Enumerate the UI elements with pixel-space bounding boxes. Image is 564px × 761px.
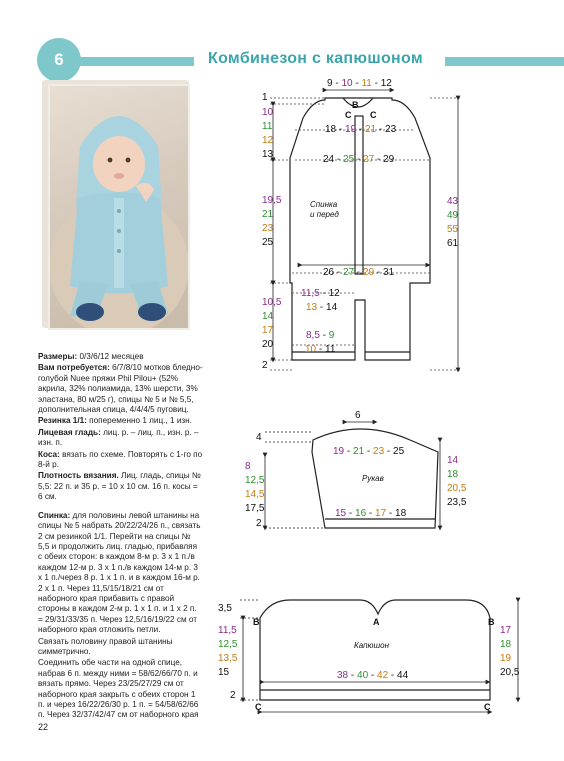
braid-value: вязать по схеме. Повторять с 1-го по 8-й р. bbox=[38, 449, 203, 470]
braid-label: Коса: bbox=[38, 449, 60, 459]
hood-top-label: 3,5 bbox=[218, 603, 232, 614]
body-outline bbox=[290, 98, 430, 360]
chest-label: 18 - 19 - 21 - 23 bbox=[325, 124, 397, 135]
sleeve-4-label: 4 bbox=[256, 432, 262, 443]
label-2-body: 2 bbox=[262, 360, 268, 371]
label-c-hood-right: C bbox=[484, 702, 491, 712]
hood-bottom-label: 38 - 40 - 42 - 44 bbox=[337, 670, 409, 681]
hood-2-label: 2 bbox=[230, 690, 236, 701]
waist-label: 24 - 25 - 27 - 29 bbox=[323, 154, 395, 165]
top-width-label: 9 - 10 - 11 - 12 bbox=[327, 78, 392, 89]
section-number-badge: 6 bbox=[37, 38, 81, 82]
label-b-hood-right: B bbox=[488, 617, 495, 627]
leg-low2-label: 10 - 11 bbox=[305, 344, 336, 355]
leg-top-label: 11,5 - 12 bbox=[301, 288, 340, 299]
gauge-label: Плотность вязания. bbox=[38, 471, 119, 481]
leg-low-label: 8,5 - 9 bbox=[306, 330, 335, 341]
left-mid-label: 19,5 21 23 25 bbox=[262, 195, 282, 248]
materials-value: 6/7/8/10 мотков бледно-голубой Nuee пряжи Phil Pilou+ (52% акрила, 32% полиамида, 13% шерсти, 3% эластана, 80 м/25 г), спицы № 5 и № 5,5, дополнительная спица, 4/4/4/5 пуговиц. bbox=[38, 363, 203, 415]
back-label: Спинка: bbox=[38, 510, 71, 520]
hip-label: 26 - 27 - 29 - 31 bbox=[323, 267, 395, 278]
sleeve-left-label: 8 12,5 14,5 17,5 bbox=[245, 461, 265, 514]
left-upper-label: 10 11 12 13 bbox=[262, 107, 274, 160]
sleeve-top-label: 6 bbox=[355, 410, 361, 421]
body-piece-name: Спинка и перед bbox=[310, 200, 339, 219]
hood-left-label: 11,5 12,5 13,5 15 bbox=[218, 625, 238, 678]
sizes-value: 0/3/6/12 месяцев bbox=[77, 352, 144, 361]
right-leg-paragraph: Связать половину правой штанины симметрично. bbox=[38, 636, 173, 656]
gauge-value: Лиц. гладь, спицы № 5,5: 22 п. и 35 р. = 10 х 10 см. 16 п. косы = 6 см. bbox=[38, 471, 201, 502]
stockinette-value: лиц. р. – лиц. п., изн. р. – изн. п. bbox=[38, 427, 199, 448]
sleeve-upper-label: 19 - 21 - 23 - 25 bbox=[333, 446, 405, 457]
sizes-label: Размеры: bbox=[38, 352, 78, 361]
sleeve-cuff-label: 15 - 16 - 17 - 18 bbox=[335, 508, 407, 519]
hood-right-label: 17 18 19 20,5 bbox=[500, 625, 520, 678]
label-c-body-left: C bbox=[345, 110, 352, 120]
rib-value: попеременно 1 лиц., 1 изн. bbox=[86, 416, 192, 426]
sleeve-name: Рукав bbox=[362, 474, 384, 483]
page-number: 22 bbox=[38, 722, 49, 732]
sleeve-right-label: 14 18 20,5 23,5 bbox=[447, 455, 467, 508]
sleeve-2-label: 2 bbox=[256, 518, 262, 529]
label-b-body: B bbox=[352, 100, 359, 110]
label-c-hood-left: C bbox=[255, 702, 262, 712]
stockinette-label: Лицевая гладь: bbox=[38, 427, 101, 437]
hood-name: Капюшон bbox=[354, 641, 389, 650]
label-b-hood-left: B bbox=[253, 617, 260, 627]
back-value: для половины левой штанины на спицы № 5 набрать 20/22/24/26 п., связать 2 см резинкой 1/1. Перейти на спицы № 5,5 и продолжить лиц. гладью, прибавляя с обеих сторон: в каждом 8-м р. 3 х 1 п./в каждом 12-м р. 3 х 1 п./в каждом 14-м р. 3 х 1 п./через 8 р. 1 х 1 п. и в каждом 16-м р. 2 х 1 п. Через 11,5/15/18/21 см от наборного края прибавить с правой стороны в каждом 2-м р. 1 х 1 п. и 1 х 2 п. = 29/31/33/35 п. Через 12,5/16/19/22 см от наборного края отложить петли. bbox=[38, 510, 201, 635]
rib-label: Резинка 1/1: bbox=[38, 416, 87, 426]
page-title: Комбинезон с капюшоном bbox=[208, 50, 424, 67]
hood-outline bbox=[260, 600, 490, 700]
leg-top2-label: 13 - 14 bbox=[306, 302, 338, 313]
join-paragraph: Соединить обе части на одной спице, набрав 6 п. между ними = 58/62/66/70 п. и вязать прямо. Через 23/25/27/29 см от наборного края закрыть с обеих сторон 1 п. и через 16/22/26/30 р. 1 п. = 54/58/62/66 п. Через 32/37/42/47 см от наборного края bbox=[38, 658, 199, 720]
label-c-body-right: C bbox=[370, 110, 377, 120]
right-height-label: 43 49 55 61 bbox=[447, 196, 459, 249]
label-1: 1 bbox=[262, 92, 268, 103]
label-a-hood: A bbox=[373, 617, 380, 627]
left-low-label: 10,5 14 17 20 bbox=[262, 297, 282, 350]
materials-label: Вам потребуется: bbox=[38, 363, 110, 373]
